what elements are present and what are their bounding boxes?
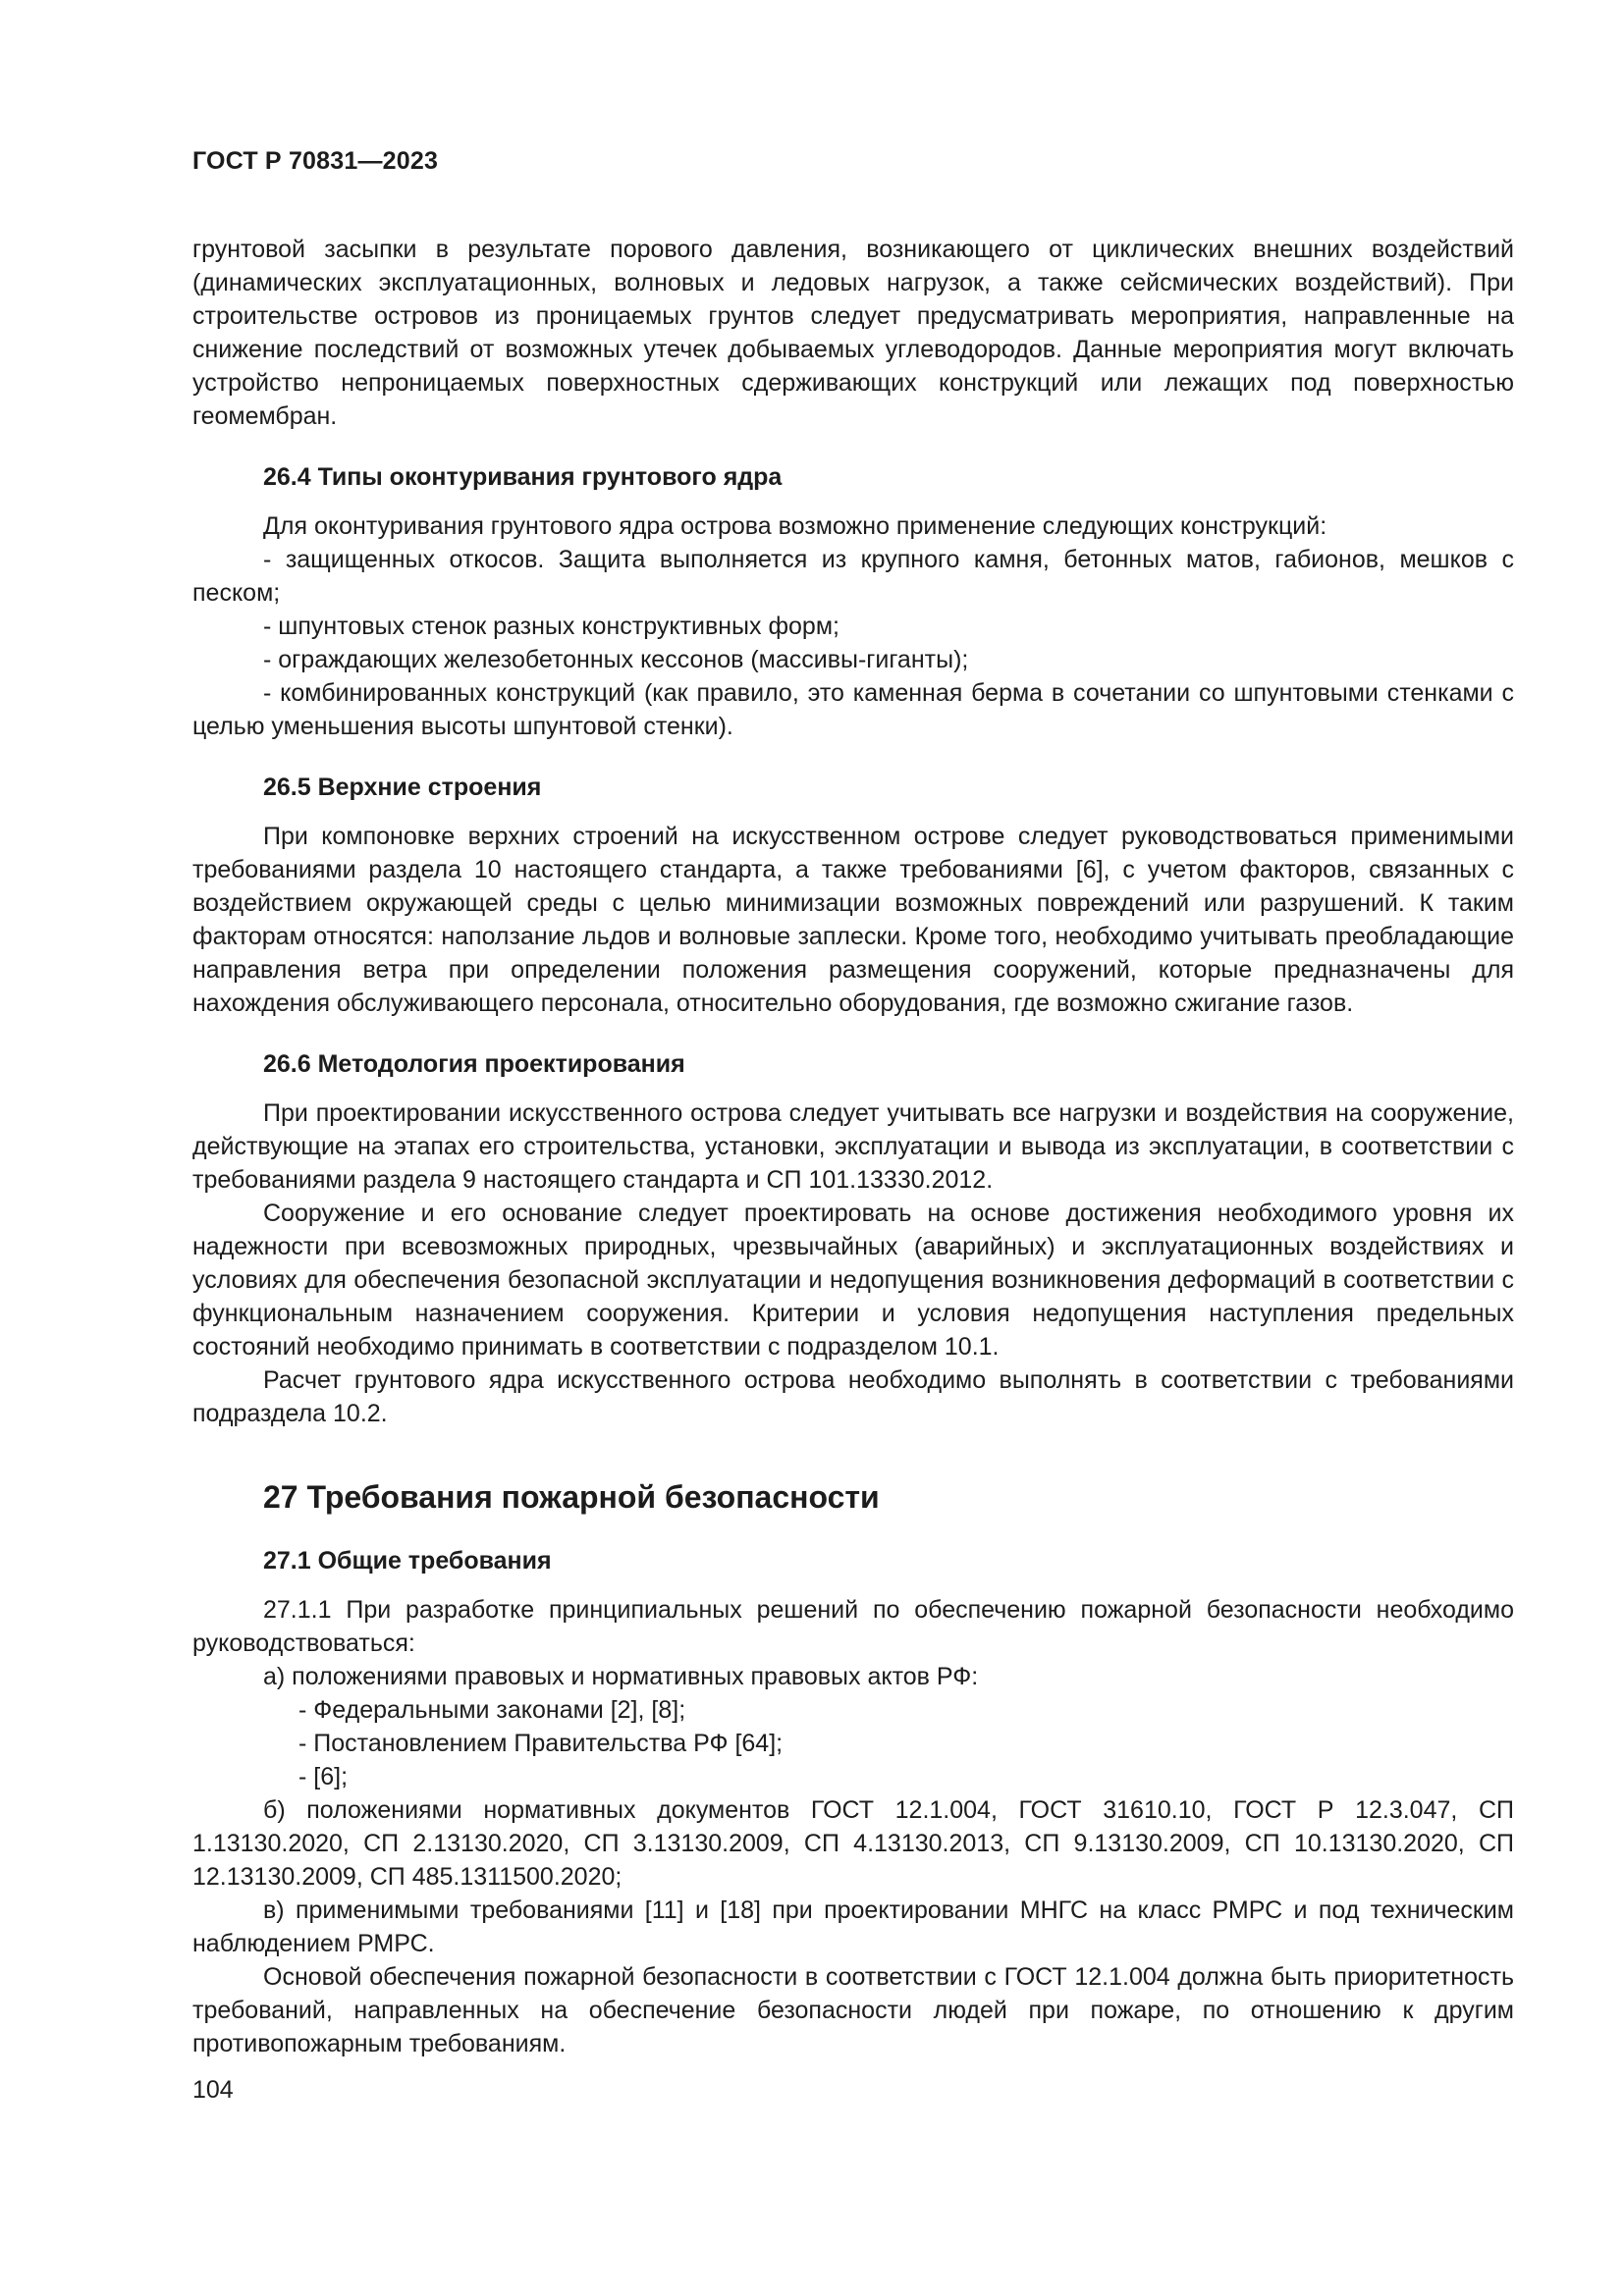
list-item-b: б) положениями нормативных документов ГОСТ 12.1.004, ГОСТ 31610.10, ГОСТ Р 12.3.047, СП 1.13130.2020, СП 2.13130.2020, СП 3.13130.2009, СП 4.13130.2013, СП 9.13130.2009, СП 10.13130.2020, СП 12.13130.2009, СП 485.1311500.2020; bbox=[192, 1796, 1514, 1891]
section-26-4-heading: 26.4 Типы оконтуривания грунтового ядра bbox=[263, 463, 783, 491]
list-item-v: в) применимыми требованиями [11] и [18] при проектировании МНГС на класс РМРС и под техническим наблюдением РМРС. bbox=[192, 1896, 1514, 1957]
section-27-1-1-paragraph: 27.1.1 При разработке принципиальных решений по обеспечению пожарной безопасности необходимо руководствоваться: bbox=[192, 1596, 1514, 1657]
list-item-a: а) положениями правовых и нормативных правовых актов РФ: bbox=[263, 1663, 979, 1690]
section-26-5-text: При компоновке верхних строений на искусственном острове следует руководствоваться применимыми требованиями раздела 10 настоящего стандарта, а также требованиями [6], с учетом факторов, связанных с воздействием окружающей среды с целью минимизации возможных повреждений или разрушений. К таким факторам относятся: наползание льдов и волновые заплески. Кроме того, необходимо учитывать преобладающие направления ветра при определении положения размещения сооружений, которые предназначены для нахождения обслуживающего персонала, относительно оборудования, где возможно сжигание газов. bbox=[192, 823, 1514, 1017]
list-subitem: - Постановлением Правительства РФ [64]; bbox=[298, 1730, 784, 1757]
list-item: - ограждающих железобетонных кессонов (массивы-гиганты); bbox=[263, 646, 969, 673]
section-26-6-paragraph: Сооружение и его основание следует проектировать на основе достижения необходимого уровня их надежности при всевозможных природных, чрезвычайных (аварийных) и эксплуатационных воздействиях и условиях для обеспечения безопасной эксплуатации и недопущения возникновения деформаций в соответствии с функциональным назначением сооружения. Критерии и условия недопущения наступления предельных состояний необходимо принимать в соответствии с подразделом 10.1. bbox=[192, 1200, 1514, 1361]
document-header: ГОСТ Р 70831—2023 bbox=[192, 147, 439, 175]
section-26-4-lead: Для оконтуривания грунтового ядра острова возможно применение следующих конструкций: bbox=[263, 512, 1327, 540]
section-27-1-heading: 27.1 Общие требования bbox=[263, 1547, 552, 1575]
section-27-final-paragraph: Основой обеспечения пожарной безопасности в соответствии с ГОСТ 12.1.004 должна быть приоритетность требований, направленных на обеспечение безопасности людей при пожаре, по отношению к другим противопожарным требованиям. bbox=[192, 1963, 1514, 2057]
page-number: 104 bbox=[192, 2076, 234, 2104]
intro-paragraph: грунтовой засыпки в результате порового давления, возникающего от циклических внешних воздействий (динамических эксплуатационных, волновых и ледовых нагрузок, а также сейсмических воздействий). При строительстве островов из проницаемых грунтов следует предусматривать мероприятия, направленные на снижение последствий от возможных утечек добываемых углеводородов. Данные мероприятия могут включать устройство непроницаемых поверхностных сдерживающих конструкций или лежащих под поверхностью геомембран. bbox=[192, 236, 1514, 430]
list-subitem: - Федеральными законами [2], [8]; bbox=[298, 1696, 686, 1724]
list-item: - защищенных откосов. Защита выполняется из крупного камня, бетонных матов, габионов, мешков с песком; bbox=[192, 546, 1514, 607]
section-27-heading: 27 Требования пожарной безопасности bbox=[263, 1479, 880, 1515]
section-26-5-heading: 26.5 Верхние строения bbox=[263, 774, 542, 801]
section-26-6-paragraph: Расчет грунтового ядра искусственного острова необходимо выполнять в соответствии с требованиями подраздела 10.2. bbox=[192, 1366, 1514, 1427]
list-item: - шпунтовых стенок разных конструктивных форм; bbox=[263, 613, 839, 640]
list-subitem: - [6]; bbox=[298, 1763, 349, 1790]
document-page bbox=[192, 147, 1514, 2105]
section-26-6-heading: 26.6 Методология проектирования bbox=[263, 1050, 685, 1078]
list-item: - комбинированных конструкций (как правило, это каменная берма в сочетании со шпунтовыми стенками с целью уменьшения высоты шпунтовой стенки). bbox=[192, 679, 1514, 740]
section-26-6-paragraph: При проектировании искусственного острова следует учитывать все нагрузки и воздействия на сооружение, действующие на этапах его строительства, установки, эксплуатации и вывода из эксплуатации, в соответствии с требованиями раздела 9 настоящего стандарта и СП 101.13330.2012. bbox=[192, 1099, 1514, 1194]
